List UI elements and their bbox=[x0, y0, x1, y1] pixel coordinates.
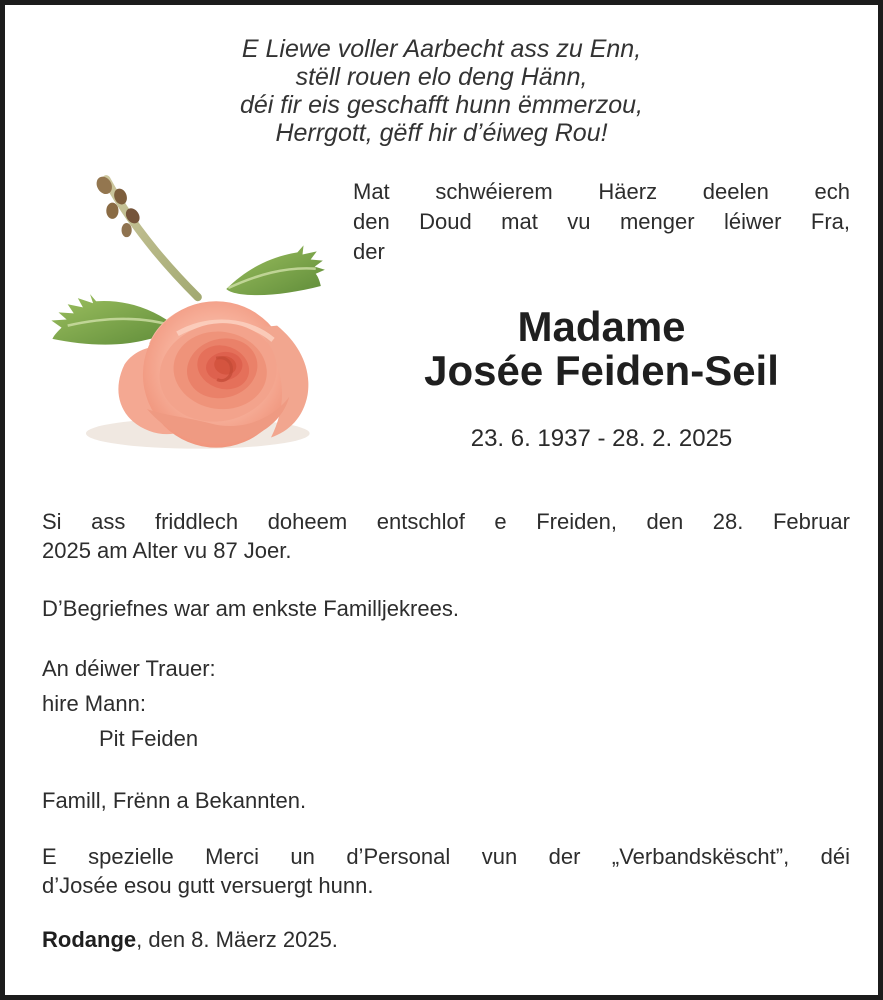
deceased-name-block bbox=[353, 305, 850, 393]
closing-line bbox=[42, 925, 850, 954]
thanks-line: E spezielle Merci un d’Personal vun der „Verbandskëscht”, déi bbox=[42, 844, 850, 869]
deceased-title: Madame bbox=[517, 303, 686, 350]
rose-photo bbox=[27, 165, 332, 470]
poem-line: Herrgott, gëff hir d’éiweg Rou! bbox=[275, 119, 608, 147]
funeral-line: D’Begriefnes war am enkste Familljekrees. bbox=[42, 596, 459, 621]
poem-line: E Liewe voller Aarbecht ass zu Enn, bbox=[241, 35, 642, 63]
intro-paragraph bbox=[353, 177, 850, 267]
closing-place: Rodange bbox=[42, 927, 137, 952]
intro-line: der bbox=[353, 239, 385, 264]
memorial-poem bbox=[5, 35, 878, 147]
death-line: Si ass friddlech doheem entschlof e Freiden, den 28. Februar bbox=[42, 509, 850, 534]
death-paragraph bbox=[42, 507, 850, 565]
poem-line: stëll rouen elo deng Hänn, bbox=[295, 63, 588, 91]
mourning-block bbox=[42, 651, 850, 756]
mourning-relation: hire Mann: bbox=[42, 691, 146, 716]
thanks-paragraph bbox=[42, 842, 850, 900]
deceased-name: Josée Feiden-Seil bbox=[424, 347, 779, 394]
closing-date: , den 8. Mäerz 2025. bbox=[136, 927, 338, 952]
life-dates: 23. 6. 1937 - 28. 2. 2025 bbox=[470, 425, 733, 452]
mourning-person: Pit Feiden bbox=[99, 726, 199, 751]
mourning-heading: An déiwer Trauer: bbox=[42, 656, 216, 681]
thanks-line: d’Josée esou gutt versuergt hunn. bbox=[42, 873, 374, 898]
intro-line: Mat schwéierem Häerz deelen ech bbox=[353, 179, 850, 204]
family-line: Famill, Frënn a Bekannten. bbox=[42, 788, 307, 813]
poem-line: déi fir eis geschafft hunn ëmmerzou, bbox=[240, 91, 643, 119]
death-line: 2025 am Alter vu 87 Joer. bbox=[42, 538, 292, 563]
intro-line: den Doud mat vu menger léiwer Fra, bbox=[353, 209, 850, 234]
